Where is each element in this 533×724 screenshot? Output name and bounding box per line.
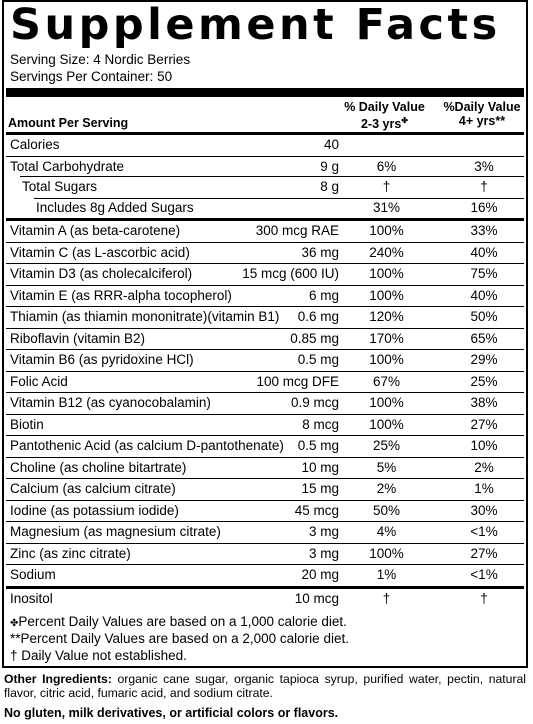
table-row <box>6 157 524 178</box>
table-row <box>6 415 524 437</box>
table-row <box>6 198 524 222</box>
thick-divider <box>6 88 524 97</box>
nutrient-name: Vitamin E (as RRR-alpha tocopherol) <box>10 287 232 303</box>
dv-col1-mark: ✤ <box>401 116 408 125</box>
nutrient-name: Inositol <box>10 590 53 606</box>
table-row <box>6 501 524 523</box>
table-row <box>6 522 524 544</box>
servings-per-container: Servings Per Container: 50 <box>10 69 173 84</box>
nutrient-name: Vitamin D3 (as cholecalciferol) <box>10 266 193 281</box>
daily-value-4-plus-yrs: 33% <box>470 223 498 238</box>
daily-value-2-3-yrs: † <box>382 179 391 194</box>
table-row <box>6 243 524 265</box>
table-row <box>6 372 524 394</box>
nutrient-amount: 8 g <box>320 179 339 194</box>
table-row <box>6 589 524 610</box>
nutrient-amount: 6 mg <box>308 287 339 303</box>
daily-value-4-plus-yrs: 27% <box>470 545 498 561</box>
daily-value-2-3-yrs: 100% <box>369 416 404 432</box>
daily-value-4-plus-yrs: † <box>480 590 488 606</box>
table-row <box>6 479 524 501</box>
table-row <box>6 177 524 198</box>
daily-value-2-3-yrs: 100% <box>369 352 404 367</box>
daily-value-4-plus-yrs: 38% <box>470 395 498 410</box>
table-row <box>6 221 524 243</box>
daily-value-4-plus-yrs: 2% <box>474 459 494 475</box>
nutrient-amount: 9 g <box>320 158 339 174</box>
daily-value-4-plus-yrs: 25% <box>470 373 498 389</box>
nutrient-name: Vitamin A (as beta-carotene) <box>10 223 181 238</box>
daily-value-2-3-yrs: 31% <box>372 199 401 215</box>
daily-value-4-plus-yrs: 27% <box>470 416 498 432</box>
panel-title: Supplement Facts <box>10 0 501 50</box>
nutrient-name: Magnesium (as magnesium citrate) <box>10 524 221 539</box>
nutrient-name: Total Sugars <box>22 179 98 194</box>
nutrient-amount: 45 mcg <box>294 502 339 518</box>
daily-value-2-3-yrs: 25% <box>372 438 401 453</box>
table-row <box>6 286 524 308</box>
dv-4-plus-yrs-header <box>436 100 528 128</box>
daily-value-4-plus-yrs: 50% <box>470 309 498 324</box>
nutrient-name: Vitamin B6 (as pyridoxine HCl) <box>10 352 194 367</box>
daily-value-2-3-yrs: 100% <box>369 223 404 238</box>
nutrient-name: Iodine (as potassium iodide) <box>10 502 179 518</box>
table-row <box>6 307 524 329</box>
nutrient-amount: 10 mg <box>301 459 339 475</box>
daily-value-2-3-yrs: 100% <box>369 395 404 410</box>
daily-value-2-3-yrs: 67% <box>372 373 401 389</box>
nutrient-name: Includes 8g Added Sugars <box>36 199 194 215</box>
allergen-statement: No gluten, milk derivatives, or artificial colors or flavors. <box>4 706 339 720</box>
daily-value-2-3-yrs: † <box>382 590 391 606</box>
nutrient-name: Calcium (as calcium citrate) <box>10 481 176 496</box>
table-row <box>6 264 524 286</box>
footnote-2000-calorie: **Percent Daily Values are based on a 2,000 calorie diet. <box>10 631 349 646</box>
nutrient-amount: 300 mcg RAE <box>255 223 339 238</box>
table-row <box>6 565 524 589</box>
other-ingredients-label: Other Ingredients: <box>4 672 112 686</box>
nutrient-name: Zinc (as zinc citrate) <box>10 545 131 561</box>
dv-2-3-yrs-header <box>337 100 432 131</box>
nutrient-amount: 15 mg <box>301 481 339 496</box>
table-row <box>6 329 524 351</box>
nutrient-amount: 3 mg <box>308 545 339 561</box>
daily-value-2-3-yrs: 120% <box>369 309 404 324</box>
nutrient-name: Calories <box>10 137 60 152</box>
table-row <box>6 135 524 157</box>
nutrient-name: Folic Acid <box>10 373 68 389</box>
daily-value-2-3-yrs: 5% <box>376 459 397 475</box>
daily-value-4-plus-yrs: 30% <box>470 502 498 518</box>
daily-value-2-3-yrs: 1% <box>376 567 397 582</box>
daily-value-4-plus-yrs: 40% <box>470 287 498 303</box>
daily-value-2-3-yrs: 100% <box>369 545 404 561</box>
nutrient-amount: 8 mcg <box>302 416 339 432</box>
other-ingredients <box>4 672 526 700</box>
nutrient-amount: 0.5 mg <box>297 352 339 367</box>
table-row <box>6 350 524 372</box>
daily-value-2-3-yrs: 2% <box>376 481 397 496</box>
daily-value-4-plus-yrs: 16% <box>470 199 498 215</box>
daily-value-4-plus-yrs: <1% <box>470 524 498 539</box>
daily-value-4-plus-yrs: 29% <box>470 352 498 367</box>
daily-value-2-3-yrs: 170% <box>369 330 404 346</box>
footnote-1-text: Percent Daily Values are based on a 1,000 calorie diet. <box>18 614 347 629</box>
nutrient-amount: 0.5 mg <box>297 438 339 453</box>
nutrient-table <box>6 135 524 609</box>
supplement-facts-panel <box>2 0 528 668</box>
dv-col2-line2: 4+ yrs** <box>458 114 506 128</box>
nutrient-amount: 0.6 mg <box>297 309 339 324</box>
nutrient-amount: 0.85 mg <box>290 330 339 346</box>
nutrient-name: Pantothenic Acid (as calcium D-pantothenate) <box>10 438 284 453</box>
other-ingredients-text: organic cane sugar, organic tapioca syrup, purified water, pectin, natural flavor, citric acid, fumaric acid, and sodium citrate. <box>4 672 526 700</box>
table-row <box>6 544 524 566</box>
nutrient-amount: 0.9 mcg <box>290 395 339 410</box>
daily-value-4-plus-yrs: 1% <box>474 481 494 496</box>
dv-col2-line1: %Daily Value <box>443 100 521 114</box>
daily-value-4-plus-yrs: 75% <box>470 266 498 281</box>
daily-value-4-plus-yrs: 10% <box>470 438 498 453</box>
table-row <box>6 458 524 480</box>
nutrient-amount: 3 mg <box>308 524 339 539</box>
daily-value-4-plus-yrs: 40% <box>470 244 498 260</box>
dv-col1-line2: 2-3 yrs <box>360 117 402 132</box>
nutrient-name: Sodium <box>10 567 56 582</box>
serving-size: Serving Size: 4 Nordic Berries <box>10 52 191 67</box>
amount-per-serving-header: Amount Per Serving <box>8 116 129 130</box>
daily-value-2-3-yrs: 50% <box>372 502 401 518</box>
daily-value-4-plus-yrs: † <box>480 179 488 194</box>
daily-value-2-3-yrs: 100% <box>369 266 404 281</box>
table-row <box>6 393 524 415</box>
footnote-1000-calorie <box>10 614 347 629</box>
nutrient-amount: 36 mg <box>301 244 339 260</box>
daily-value-2-3-yrs: 4% <box>376 524 397 539</box>
nutrient-name: Riboflavin (vitamin B2) <box>10 330 146 346</box>
nutrient-name: Vitamin B12 (as cyanocobalamin) <box>10 395 211 410</box>
daily-value-4-plus-yrs: 65% <box>470 330 498 346</box>
dv-col1-line1: % Daily Value <box>344 100 425 114</box>
nutrient-amount: 15 mcg (600 IU) <box>242 266 339 281</box>
nutrient-name: Total Carbohydrate <box>10 158 125 174</box>
nutrient-amount: 10 mcg <box>294 590 339 606</box>
nutrient-amount: 100 mcg DFE <box>256 373 339 389</box>
daily-value-2-3-yrs: 6% <box>376 158 397 174</box>
nutrient-name: Vitamin C (as L-ascorbic acid) <box>10 244 190 260</box>
nutrient-name: Biotin <box>10 416 44 432</box>
daily-value-2-3-yrs: 100% <box>369 287 404 303</box>
table-row <box>6 436 524 458</box>
nutrient-amount: 20 mg <box>301 567 339 582</box>
daily-value-2-3-yrs: 240% <box>369 244 404 260</box>
daily-value-4-plus-yrs: <1% <box>470 567 498 582</box>
footnote-mark: ✤ <box>10 618 19 629</box>
nutrient-name: Thiamin (as thiamin mononitrate)(vitamin B1) <box>10 309 280 324</box>
nutrient-name: Choline (as choline bitartrate) <box>10 459 187 475</box>
daily-value-4-plus-yrs: 3% <box>474 158 494 174</box>
nutrient-amount: 40 <box>323 137 339 152</box>
footnote-dv-not-established: † Daily Value not established. <box>10 648 187 663</box>
